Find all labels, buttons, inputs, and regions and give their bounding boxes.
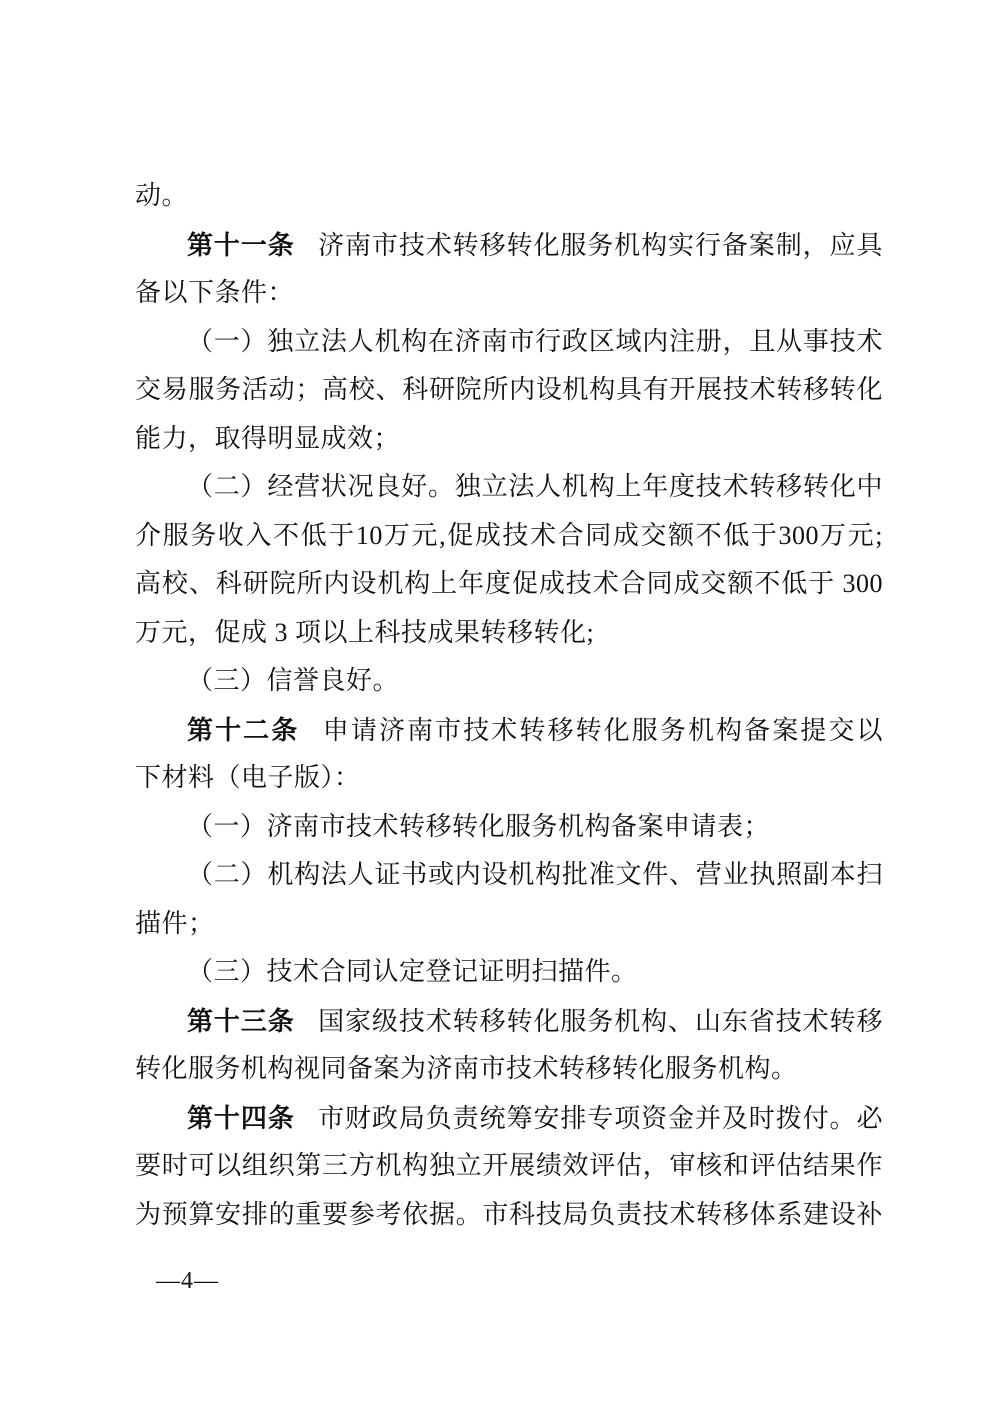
document-body	[135, 172, 883, 1239]
line-text: 交易服务活动；高校、科研院所内设机构具有开展技术转移转化	[135, 375, 883, 404]
text-line	[135, 512, 883, 561]
article-11-line	[135, 221, 883, 270]
line-text: （一）独立法人机构在济南市行政区域内注册，且从事技术	[187, 326, 883, 356]
text-line	[135, 560, 883, 609]
text-line	[135, 366, 883, 415]
article-12-number: 第十二条	[187, 714, 300, 745]
line-text: 高校、科研院所内设机构上年度促成技术合同成交额不低于 300	[135, 569, 883, 598]
line-text: 为预算安排的重要参考依据。市科技局负责技术转移体系建设补	[135, 1199, 883, 1229]
text-line	[135, 1191, 883, 1240]
article-14-number: 第十四条	[187, 1102, 295, 1133]
article-12-line	[135, 706, 883, 755]
text-line	[135, 172, 883, 221]
article-11-number: 第十一条	[187, 229, 295, 260]
line-text: 济南市技术转移转化服务机构实行备案制，应具	[318, 230, 883, 260]
line-text: 万元，促成 3 项以上科技成果转移转化;	[135, 617, 595, 647]
line-text: （三）信誉良好。	[187, 666, 400, 695]
text-line	[135, 1045, 883, 1094]
line-text: 市财政局负责统筹安排专项资金并及时拨付。必	[318, 1103, 883, 1133]
item-3-line	[135, 657, 883, 706]
item-1-line	[135, 318, 883, 367]
item-3-line	[135, 948, 883, 997]
text-line	[135, 900, 883, 949]
item-2-line	[135, 851, 883, 900]
line-text: 描件；	[135, 908, 215, 938]
line-text: 介服务收入不低于10万元,促成技术合同成交额不低于300万元;	[135, 520, 883, 550]
line-text: 申请济南市技术转移转化服务机构备案提交以	[322, 715, 883, 745]
text-line	[135, 754, 883, 803]
article-13-number: 第十三条	[187, 1005, 295, 1036]
article-13-line	[135, 997, 883, 1046]
line-text: （二）经营状况良好。独立法人机构上年度技术转移转化中	[187, 472, 883, 501]
page-number: —4—	[156, 1268, 219, 1294]
line-text: （一）济南市技术转移转化服务机构备案申请表；	[187, 811, 771, 841]
line-text: （二）机构法人证书或内设机构批准文件、营业执照副本扫	[187, 860, 883, 889]
line-text: 国家级技术转移转化服务机构、山东省技术转移	[318, 1006, 883, 1036]
line-text: 动。	[135, 181, 189, 210]
text-line	[135, 415, 883, 464]
text-line	[135, 269, 883, 318]
item-2-line	[135, 463, 883, 512]
text-line	[135, 1142, 883, 1191]
line-text: 备以下条件：	[135, 278, 295, 307]
article-14-line	[135, 1094, 883, 1143]
line-text: （三）技术合同认定登记证明扫描件。	[187, 957, 638, 986]
line-text: 下材料（电子版）：	[135, 763, 361, 792]
line-text: 能力，取得明显成效；	[135, 423, 401, 453]
item-1-line	[135, 803, 883, 852]
line-text: 转化服务机构视同备案为济南市技术转移转化服务机构。	[135, 1054, 798, 1083]
text-line	[135, 609, 883, 658]
line-text: 要时可以组织第三方机构独立开展绩效评估，审核和评估结果作	[135, 1151, 883, 1180]
